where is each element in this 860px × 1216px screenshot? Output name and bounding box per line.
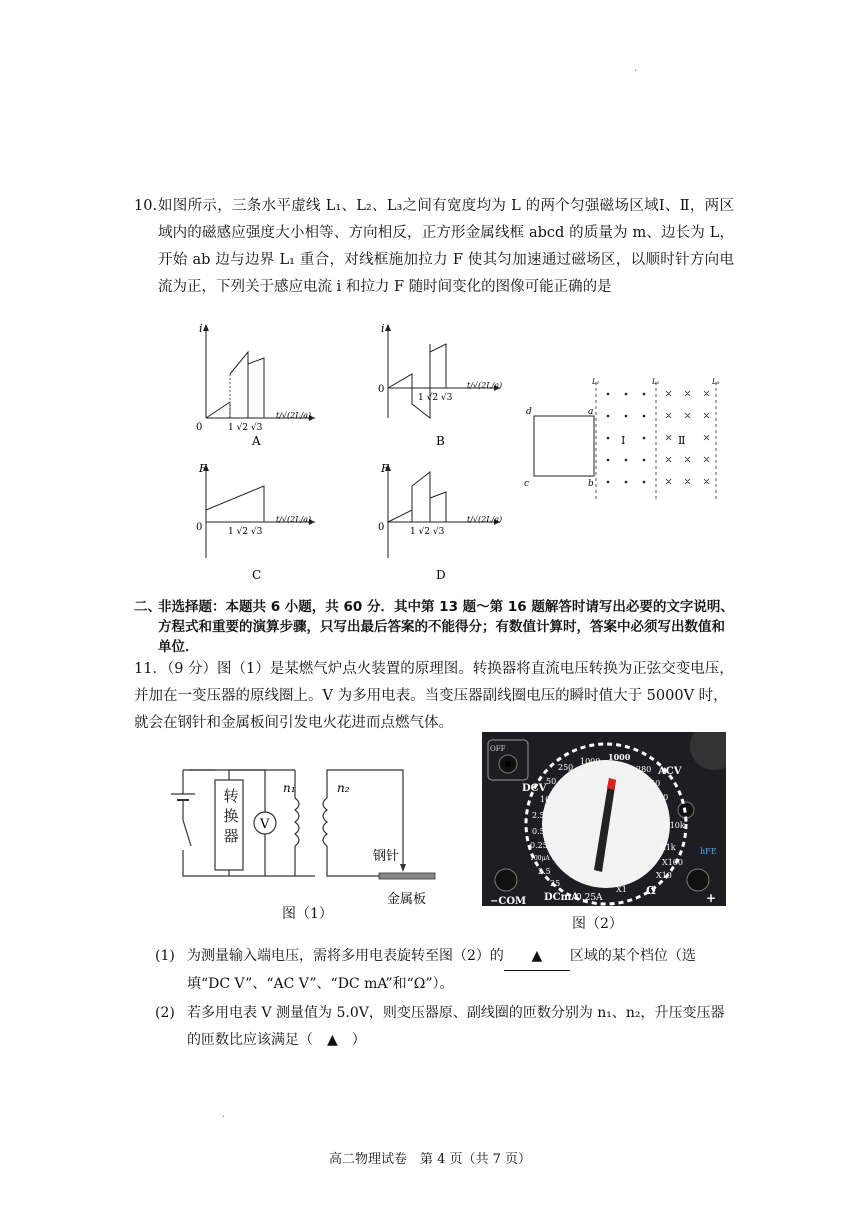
n2-label: n₂ [337, 781, 350, 795]
y-axis-label: F [199, 462, 207, 475]
dial-tick: 0.25 [530, 841, 548, 850]
needle-label: 钢针 [373, 849, 400, 864]
section-number: 二、 [134, 599, 161, 615]
option-label: C [252, 568, 262, 582]
acv-label: ACV [658, 766, 682, 777]
dial-tick: 50 [546, 777, 557, 786]
dial-tick: 280 [636, 765, 652, 774]
sub-text: 若多用电表 V 测量值为 5.0V，则变压器原、副线圈的匝数分别为 n₁、n₂，升压变压器的匝数比应该满足（ ▲ ） [187, 1005, 725, 1048]
dial-tick: X1 [616, 885, 627, 894]
region-2-label: Ⅱ [678, 434, 686, 447]
boundary-l1-label: L₁ [592, 378, 600, 386]
field-dots-region-1 [607, 393, 646, 484]
ampere-label: 0.25A [576, 893, 603, 903]
sub-number: (1) [155, 948, 175, 964]
magnetic-field-diagram [520, 372, 735, 502]
graph-a [190, 318, 320, 448]
plus-label: + [706, 891, 717, 905]
y-axis-label: i [381, 322, 385, 335]
tick-labels: 1 √2 √3 [410, 527, 445, 537]
sub-question-1 [155, 943, 733, 998]
dial-tick: 10 [658, 793, 669, 802]
tick-labels: 1 √2 √3 [228, 527, 263, 537]
boundary-l2-label: L₂ [652, 378, 660, 386]
tick-labels: 1 √2 √3 [418, 393, 453, 403]
dcma-label: DCmA [544, 892, 579, 903]
field-crosses-region-2 [666, 391, 709, 484]
plate-label: 金属板 [387, 892, 427, 907]
dial-tick: 100μA [530, 855, 550, 862]
dial-tick: X10k [664, 821, 685, 830]
page-mark: · [222, 1112, 226, 1123]
figure-1-caption: 图（1） [282, 906, 333, 922]
sub-text-before: 为测量输入端电压，需将多用电表旋转至图（2）的 [187, 948, 504, 964]
x-axis-label: t/√(2L/a) [467, 381, 503, 390]
n1-label: n₁ [283, 781, 296, 795]
sub-number: (2) [155, 1005, 175, 1021]
dial-tick: 2.5 [538, 867, 551, 876]
section-2-header [134, 597, 734, 657]
graph-d [372, 458, 507, 588]
figure-2-caption: 图（2） [572, 916, 623, 932]
dial-tick: X100 [662, 858, 683, 867]
converter-text: 转换器 [223, 787, 239, 845]
dial-tick: 25 [550, 879, 561, 888]
dial-tick: 10 [540, 795, 551, 804]
option-label: A [252, 434, 261, 448]
dial-tick: 1000 [608, 752, 631, 762]
y-axis-label: F [381, 462, 389, 475]
x-axis-label: t/√(2L/a) [276, 515, 312, 524]
option-label: B [436, 434, 445, 448]
dial-tick: X10 [656, 871, 672, 880]
question-11 [134, 656, 734, 737]
dial-tick: 250 [558, 763, 574, 772]
origin-label: 0 [196, 422, 203, 433]
corner-c-label: c [524, 479, 530, 489]
dial-tick: 250 [568, 769, 584, 778]
origin-label: 0 [378, 522, 385, 533]
boundary-l3-label: L₃ [712, 378, 720, 386]
question-text: 如图所示，三条水平虚线 L₁、L₂、L₃之间有宽度均为 L 的两个匀强磁场区域Ⅰ、Ⅱ，两区域内的磁感应强度大小相等、方向相反，正方形金属线框 abcd 的质量为 m、边长为 L，开始 ab 边与边界 L₁ 重合，对线框施加拉力 F 使其匀加速通过磁场区，以顺时针方向电流为正，下列关于感应电流 i 和拉力 F 随时间变化的图像可能正确的是 [158, 198, 734, 295]
corner-d-label: d [526, 407, 532, 417]
corner-b-label: b [588, 479, 594, 489]
com-label: −COM [490, 896, 527, 906]
off-label: OFF [490, 745, 506, 753]
dial-tick: 0.5 [532, 827, 545, 836]
sub-question-2 [155, 1000, 733, 1054]
multimeter-figure [482, 732, 726, 906]
voltmeter-label: V [260, 817, 270, 832]
sub-text-after: 区域的某个档位（选填“DC V”、“AC V”、“DC mA”和“Ω”）。 [187, 948, 696, 992]
dial-tick: 2.5 [532, 811, 545, 820]
dial-tick: 50 [650, 779, 661, 788]
graph-c [190, 458, 320, 588]
circuit-figure [165, 760, 445, 910]
page-footer: 高二物理试卷 第 4 页（共 7 页） [328, 1152, 532, 1167]
graph-b [372, 318, 507, 448]
section-text: 非选择题：本题共 6 小题，共 60 分．其中第 13 题～第 16 题解答时请写出必要的文字说明、方程式和重要的演算步骤，只写出最后答案的不能得分；有数值计算时，答案中必须写出数值和单位． [158, 599, 734, 655]
answer-blank[interactable]: ▲ [504, 943, 570, 971]
question-text: 11．（9 分）图（1）是某燃气炉点火装置的原理图。转换器将直流电压转换为正弦交变电压，并加在一变压器的原线圈上。V 为多用电表。当变压器副线圈电压的瞬时值大于 5000V 时，就会在钢针和金属板间引发电火花进而点燃气体。 [134, 661, 734, 731]
x-axis-label: t/√(2L/a) [276, 411, 312, 420]
question-10 [134, 193, 734, 301]
origin-label: 0 [378, 384, 385, 395]
question-number: 10. [134, 198, 158, 214]
page-mark: · [634, 66, 638, 77]
x-axis-label: t/√(2L/a) [467, 515, 503, 524]
dcv-label: DCV [522, 783, 547, 794]
y-axis-label: i [199, 322, 203, 335]
ohm-label: Ω [646, 884, 656, 897]
corner-a-label: a [588, 407, 594, 417]
dial-tick: X1k [660, 843, 676, 852]
hfe-label: hFE [700, 847, 717, 856]
dial-tick: 1000 [580, 757, 601, 766]
origin-label: 0 [196, 522, 203, 533]
option-label: D [436, 568, 446, 582]
region-1-label: Ⅰ [621, 434, 626, 447]
tick-labels: 1 √2 √3 [228, 423, 263, 433]
